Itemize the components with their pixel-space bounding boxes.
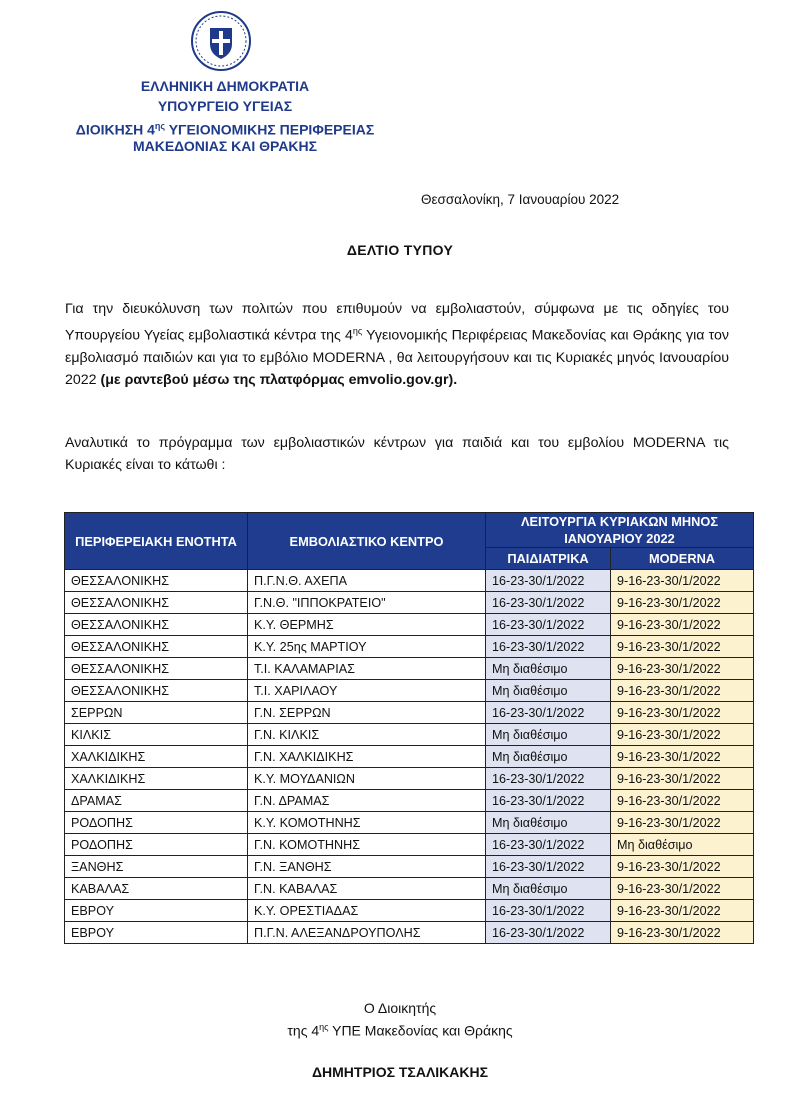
document-title: ΔΕΛΤΙΟ ΤΥΠΟΥ xyxy=(346,242,454,258)
table-row xyxy=(65,702,754,724)
cell-pediatric: 16-23-30/1/2022 xyxy=(486,834,611,856)
cell-moderna: 9-16-23-30/1/2022 xyxy=(611,900,754,922)
table-row xyxy=(65,768,754,790)
signature-title: Ο Διοικητής xyxy=(363,1000,437,1016)
cell-pediatric: Μη διαθέσιμο xyxy=(486,746,611,768)
cell-moderna: 9-16-23-30/1/2022 xyxy=(611,680,754,702)
schedule-intro-paragraph: Αναλυτικά το πρόγραμμα των εμβολιαστικών κέντρων για παιδιά και του εμβολίου MODERNA τις Κυριακές είναι το κάτωθι : xyxy=(65,435,729,473)
table-row xyxy=(65,592,754,614)
cell-moderna: 9-16-23-30/1/2022 xyxy=(611,570,754,592)
cell-region: ΣΕΡΡΩΝ xyxy=(65,702,248,724)
cell-moderna: 9-16-23-30/1/2022 xyxy=(611,614,754,636)
table-row xyxy=(65,878,754,900)
cell-region: ΚΑΒΑΛΑΣ xyxy=(65,878,248,900)
cell-center: Κ.Υ. ΘΕΡΜΗΣ xyxy=(248,614,486,636)
cell-region: ΚΙΛΚΙΣ xyxy=(65,724,248,746)
col-region-header: ΠΕΡΙΦΕΡΕΙΑΚΗ ΕΝΟΤΗΤΑ xyxy=(65,513,248,570)
signature-organization: της $4^{\eta\varsigma}$ ΥΠΕ Μακεδονίας και Θράκης xyxy=(287,1022,513,1039)
cell-region: ΧΑΛΚΙΔΙΚΗΣ xyxy=(65,768,248,790)
table-row xyxy=(65,658,754,680)
cell-pediatric: 16-23-30/1/2022 xyxy=(486,614,611,636)
cell-center: Τ.Ι. ΧΑΡΙΛΑΟΥ xyxy=(248,680,486,702)
document-date: Θεσσαλονίκη, 7 Ιανουαρίου 2022 xyxy=(421,192,620,207)
cell-center: Γ.Ν. ΧΑΛΚΙΔΙΚΗΣ xyxy=(248,746,486,768)
cell-region: ΕΒΡΟΥ xyxy=(65,900,248,922)
cell-center: Π.Γ.Ν. ΑΛΕΞΑΝΔΡΟΥΠΟΛΗΣ xyxy=(248,922,486,944)
cell-region: ΕΒΡΟΥ xyxy=(65,922,248,944)
cell-pediatric: Μη διαθέσιμο xyxy=(486,812,611,834)
col-pediatric-header: ΠΑΙΔΙΑΤΡΙΚΑ xyxy=(486,548,611,570)
cell-center: Κ.Υ. ΜΟΥΔΑΝΙΩΝ xyxy=(248,768,486,790)
cell-center: Γ.Ν. ΚΑΒΑΛΑΣ xyxy=(248,878,486,900)
intro-paragraph: Για την διευκόλυνση των πολιτών που επιθυμούν να εμβολιαστούν, σύμφωνα με τις οδηγίες του Υπουργείου Υγείας εμβολιαστικά κέντρα της $4^{\eta\varsigma}$ Υγειονομικής Περιφέρειας Μακεδονίας και Θράκης για τον εμβολιασμό παιδιών και για το εμβόλιο MODERNA , θα λειτουργήσουν και τις Κυριακές μηνός Ιανουαρίου 2022 (με ραντεβού μέσω της πλατφόρμας emvolio.gov.gr). xyxy=(65,301,729,388)
cell-region: ΘΕΣΣΑΛΟΝΙΚΗΣ xyxy=(65,570,248,592)
table-row xyxy=(65,746,754,768)
cell-center: Κ.Υ. ΟΡΕΣΤΙΑΔΑΣ xyxy=(248,900,486,922)
greek-coat-of-arms-emblem xyxy=(190,10,252,72)
cell-center: Γ.Ν. ΞΑΝΘΗΣ xyxy=(248,856,486,878)
cell-pediatric: Μη διαθέσιμο xyxy=(486,878,611,900)
table-row xyxy=(65,614,754,636)
cell-center: Κ.Υ. ΚΟΜΟΤΗΝΗΣ xyxy=(248,812,486,834)
cell-moderna: 9-16-23-30/1/2022 xyxy=(611,702,754,724)
col-center-header: ΕΜΒΟΛΙΑΣΤΙΚΟ ΚΕΝΤΡΟ xyxy=(248,513,486,570)
table-row xyxy=(65,680,754,702)
header-administration: ΔΙΟΙΚΗΣΗ $4^{\eta\varsigma}$ ΥΓΕΙΟΝΟΜΙΚΗΣ ΠΕΡΙΦΕΡΕΙΑΣ xyxy=(75,121,375,138)
cell-region: ΘΕΣΣΑΛΟΝΙΚΗΣ xyxy=(65,658,248,680)
header-ministry: ΥΠΟΥΡΓΕΙΟ ΥΓΕΙΑΣ xyxy=(157,98,293,114)
cell-region: ΘΕΣΣΑΛΟΝΙΚΗΣ xyxy=(65,680,248,702)
cell-pediatric: 16-23-30/1/2022 xyxy=(486,856,611,878)
cell-region: ΡΟΔΟΠΗΣ xyxy=(65,812,248,834)
table-row xyxy=(65,856,754,878)
table-row xyxy=(65,724,754,746)
header-region: ΜΑΚΕΔΟΝΙΑΣ ΚΑΙ ΘΡΑΚΗΣ xyxy=(132,138,318,154)
cell-pediatric: 16-23-30/1/2022 xyxy=(486,768,611,790)
col-group-header: ΛΕΙΤΟΥΡΓΙΑ ΚΥΡΙΑΚΩΝ ΜΗΝΟΣ ΙΑΝΟΥΑΡΙΟΥ 2022 xyxy=(486,513,754,548)
cell-pediatric: 16-23-30/1/2022 xyxy=(486,790,611,812)
signature-name: ΔΗΜΗΤΡΙΟΣ ΤΣΑΛΙΚΑΚΗΣ xyxy=(311,1064,489,1080)
table-row xyxy=(65,636,754,658)
cell-moderna: 9-16-23-30/1/2022 xyxy=(611,658,754,680)
cell-pediatric: Μη διαθέσιμο xyxy=(486,680,611,702)
cell-center: Π.Γ.Ν.Θ. ΑΧΕΠΑ xyxy=(248,570,486,592)
cell-moderna: 9-16-23-30/1/2022 xyxy=(611,636,754,658)
cell-moderna: 9-16-23-30/1/2022 xyxy=(611,724,754,746)
table-row xyxy=(65,900,754,922)
cell-pediatric: 16-23-30/1/2022 xyxy=(486,900,611,922)
cell-moderna: 9-16-23-30/1/2022 xyxy=(611,746,754,768)
cell-region: ΡΟΔΟΠΗΣ xyxy=(65,834,248,856)
vaccination-schedule-table xyxy=(64,512,754,944)
cell-center: Γ.Ν.Θ. "ΙΠΠΟΚΡΑΤΕΙΟ" xyxy=(248,592,486,614)
cell-pediatric: 16-23-30/1/2022 xyxy=(486,636,611,658)
cell-pediatric: 16-23-30/1/2022 xyxy=(486,922,611,944)
header-republic: ΕΛΛΗΝΙΚΗ ΔΗΜΟΚΡΑΤΙΑ xyxy=(140,78,310,94)
cell-moderna: 9-16-23-30/1/2022 xyxy=(611,790,754,812)
cell-moderna: 9-16-23-30/1/2022 xyxy=(611,768,754,790)
cell-moderna: 9-16-23-30/1/2022 xyxy=(611,592,754,614)
cell-pediatric: Μη διαθέσιμο xyxy=(486,724,611,746)
cell-moderna: 9-16-23-30/1/2022 xyxy=(611,922,754,944)
cell-center: Γ.Ν. ΔΡΑΜΑΣ xyxy=(248,790,486,812)
table-row xyxy=(65,922,754,944)
cell-region: ΘΕΣΣΑΛΟΝΙΚΗΣ xyxy=(65,592,248,614)
cell-moderna: 9-16-23-30/1/2022 xyxy=(611,812,754,834)
cell-region: ΘΕΣΣΑΛΟΝΙΚΗΣ xyxy=(65,614,248,636)
cell-region: ΘΕΣΣΑΛΟΝΙΚΗΣ xyxy=(65,636,248,658)
col-moderna-header: MODERNA xyxy=(611,548,754,570)
cell-pediatric: 16-23-30/1/2022 xyxy=(486,570,611,592)
table-row xyxy=(65,790,754,812)
cell-moderna: 9-16-23-30/1/2022 xyxy=(611,878,754,900)
cell-region: ΔΡΑΜΑΣ xyxy=(65,790,248,812)
cell-center: Γ.Ν. ΚΙΛΚΙΣ xyxy=(248,724,486,746)
cell-center: Γ.Ν. ΣΕΡΡΩΝ xyxy=(248,702,486,724)
cell-pediatric: Μη διαθέσιμο xyxy=(486,658,611,680)
cell-moderna: Μη διαθέσιμο xyxy=(611,834,754,856)
cell-center: Κ.Υ. 25ης ΜΑΡΤΙΟΥ xyxy=(248,636,486,658)
table-row xyxy=(65,570,754,592)
table-row xyxy=(65,834,754,856)
cell-region: ΧΑΛΚΙΔΙΚΗΣ xyxy=(65,746,248,768)
table-row xyxy=(65,812,754,834)
cell-moderna: 9-16-23-30/1/2022 xyxy=(611,856,754,878)
cell-center: Τ.Ι. ΚΑΛΑΜΑΡΙΑΣ xyxy=(248,658,486,680)
cell-pediatric: 16-23-30/1/2022 xyxy=(486,702,611,724)
booking-note: (με ραντεβού μέσω της πλατφόρμας emvolio.gov.gr). xyxy=(100,371,458,388)
cell-center: Γ.Ν. ΚΟΜΟΤΗΝΗΣ xyxy=(248,834,486,856)
cell-pediatric: 16-23-30/1/2022 xyxy=(486,592,611,614)
cell-region: ΞΑΝΘΗΣ xyxy=(65,856,248,878)
